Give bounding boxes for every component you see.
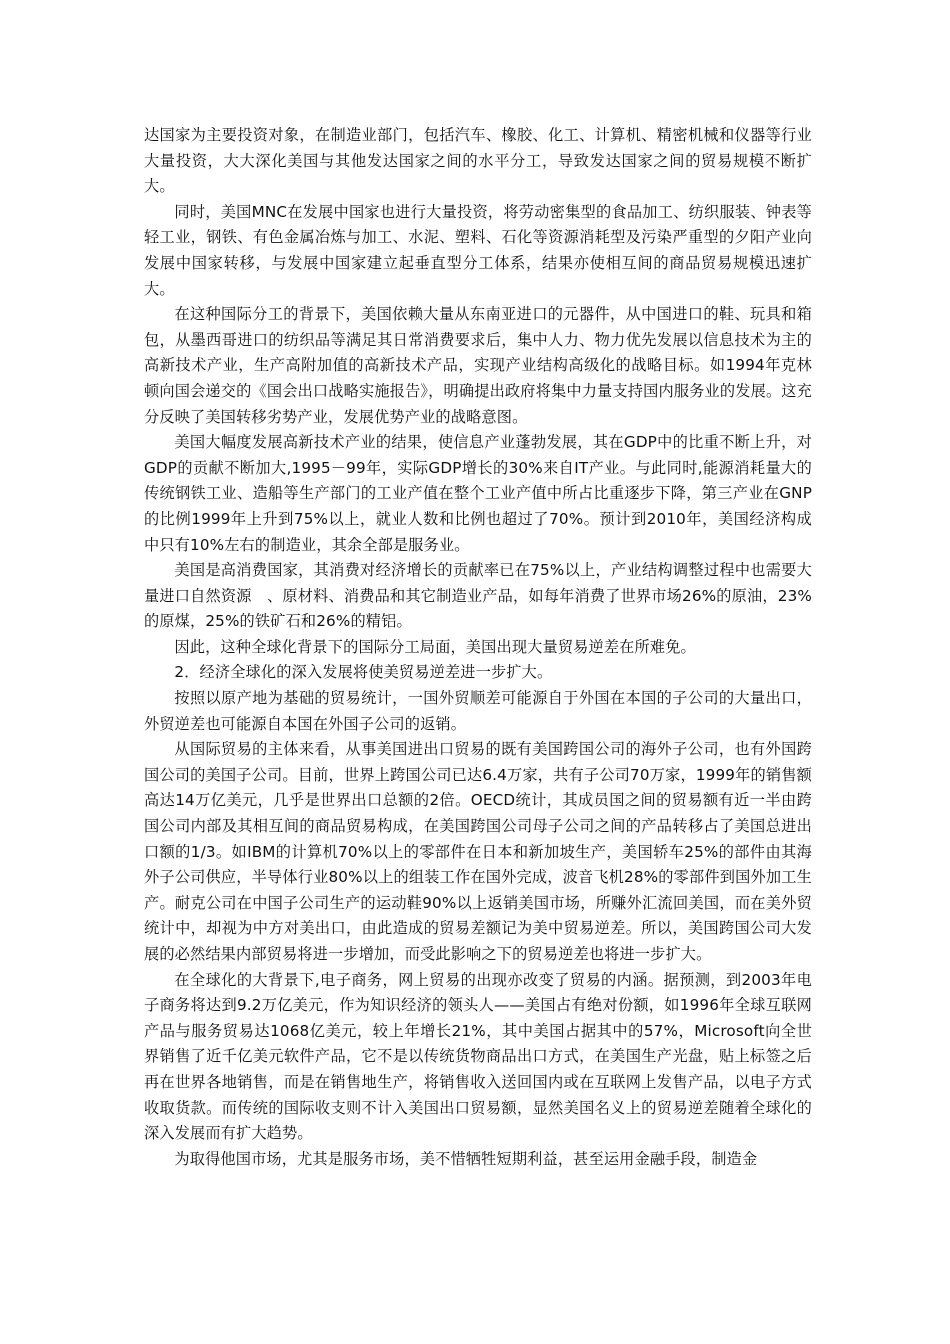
paragraph-conclusion-deficit: 因此，这种全球化背景下的国际分工局面，美国出现大量贸易逆差在所难免。 bbox=[174, 637, 696, 656]
paragraph-origin-statistics: 按照以原产地为基础的贸易统计，一国外贸顺差可能源自于外国在本国的子公司的大量出口，外贸逆差也可能源自本国在外国子公司的返销。 bbox=[144, 689, 812, 733]
section-heading-2: 2．经济全球化的深入发展将使美贸易逆差进一步扩大。 bbox=[174, 663, 553, 682]
paragraph-division-of-labor: 在这种国际分工的背景下，美国依赖大量从东南亚进口的元器件，从中国进口的鞋、玩具和箱包，从墨西哥进口的纺织品等满足其日常消费要求后，集中人力、物力优先发展以信息技术为主的高新技术产业，生产高附加值的高新技术产品，实现产业结构高级化的战略目标。如1994年克林顿向国会递交的《国会出口战略实施报告》，明确提出政府将集中力量支持国内服务业的发展。这充分反映了美国转移劣势产业，发展优势产业的战略意图。 bbox=[144, 305, 812, 426]
paragraph-e-commerce: 在全球化的大背景下,电子商务，网上贸易的出现亦改变了贸易的内涵。据预测，到2003年电子商务将达到9.2万亿美元，作为知识经济的领头人——美国占有绝对份额，如1996年全球互联网产品与服务贸易达1068亿美元，较上年增长21%，其中美国占据其中的57%，Microsoft向全世界销售了近千亿美元软件产品，它不是以传统货物商品出口方式，在美国生产光盘，贴上标签之后再在世界各地销售，而是在销售地生产，将销售收入送回国内或在互联网上发售产品，以电子方式收取货款。而传统的国际收支则不计入美国出口贸易额，显然美国名义上的贸易逆差随着全球化的深入发展而有扩大趋势。 bbox=[144, 970, 812, 1143]
paragraph-high-consumption: 美国是高消费国家，其消费对经济增长的贡献率已在75%以上，产业结构调整过程中也需要大量进口自然资源 、原材料、消费品和其它制造业产品，如每年消费了世界市场26%的原油，23%的原煤，25%的铁矿石和26%的精铝。 bbox=[144, 561, 812, 631]
paragraph-multinational-trade: 从国际贸易的主体来看，从事美国进出口贸易的既有美国跨国公司的海外子公司，也有外国跨国公司的美国子公司。目前，世界上跨国公司已达6.4万家，共有子公司70万家，1999年的销售额高达14万亿美元，几乎是世界出口总额的2倍。OECD统计，其成员国之间的贸易额有近一半由跨国公司内部及其相互间的商品贸易构成，在美国跨国公司母子公司之间的产品转移占了美国总进出口额的1/3。如IBM的计算机70%以上的零部件在日本和新加坡生产，美国轿车25%的部件由其海外子公司供应，半导体行业80%以上的组装工作在国外完成，波音飞机28%的零部件到国外加工生产。耐克公司在中国子公司生产的运动鞋90%以上返销美国市场，所赚外汇流回美国，而在美外贸统计中，却视为中方对美出口，由此造成的贸易差额记为美中贸易逆差。所以，美国跨国公司大发展的必然结果内部贸易将进一步增加，而受此影响之下的贸易逆差也将进一步扩大。 bbox=[144, 740, 812, 963]
paragraph-mnc-developing-countries: 同时，美国MNC在发展中国家也进行大量投资，将劳动密集型的食品加工、纺织服装、钟表等轻工业，钢铁、有色金属冶炼与加工、水泥、塑料、石化等资源消耗型及污染严重型的夕阳产业向发展中国家转移，与发展中国家建立起垂直型分工体系，结果亦使相互间的商品贸易规模迅速扩大。 bbox=[144, 202, 812, 298]
paragraph-high-tech-industry: 美国大幅度发展高新技术产业的结果，使信息产业蓬勃发展，其在GDP中的比重不断上升，对GDP的贡献不断加大,1995－99年，实际GDP增长的30%来自IT产业。与此同时,能源消耗量大的传统钢铁工业、造船等生产部门的工业产值在整个工业产值中所占比重逐步下降，第三产业在GNP的比例1999年上升到75%以上，就业人数和比例也超过了70%。预计到2010年，美国经济构成中只有10%左右的制造业，其余全部是服务业。 bbox=[144, 433, 812, 554]
paragraph-service-market: 为取得他国市场，尤其是服务市场，美不惜牺牲短期利益，甚至运用金融手段，制造金 bbox=[174, 1149, 758, 1168]
paragraph-continuation: 达国家为主要投资对象，在制造业部门，包括汽车、橡胶、化工、计算机、精密机械和仪器等行业大量投资，大大深化美国与其他发达国家之间的水平分工，导致发达国家之间的贸易规模不断扩大。 bbox=[144, 126, 812, 196]
